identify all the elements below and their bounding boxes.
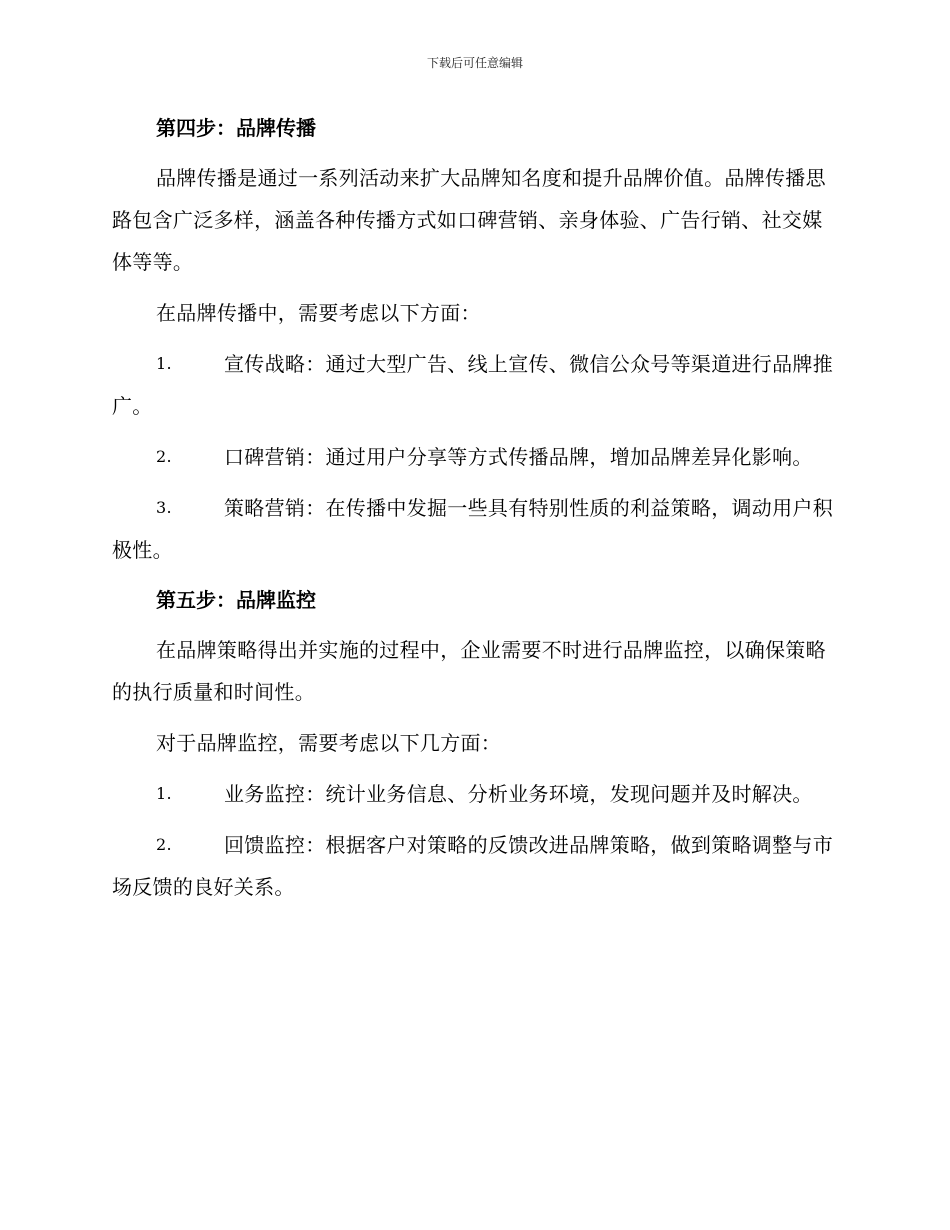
section-4-item-1 — [112, 343, 834, 427]
section-5-lead: 对于品牌监控，需要考虑以下几方面： — [156, 731, 502, 755]
section-5-intro: 在品牌策略得出并实施的过程中，企业需要不时进行品牌监控，以确保策略的执行质量和时间性。 — [112, 638, 826, 704]
item-number: 2. — [156, 447, 172, 466]
item-number: 2. — [156, 835, 172, 854]
section-5-item-2 — [112, 824, 834, 908]
item-text: 口碑营销：通过用户分享等方式传播品牌，增加品牌差异化影响。 — [224, 445, 813, 469]
section-4-intro: 品牌传播是通过一系列活动来扩大品牌知名度和提升品牌价值。品牌传播思路包含广泛多样，涵盖各种传播方式如口碑营销、亲身体验、广告行销、社交媒体等等。 — [112, 166, 826, 274]
section-4-heading: 第四步：品牌传播 — [156, 116, 316, 140]
section-5-heading: 第五步：品牌监控 — [156, 588, 316, 612]
item-number: 3. — [156, 498, 172, 517]
item-text: 业务监控：统计业务信息、分析业务环境，发现问题并及时解决。 — [224, 782, 813, 806]
section-4-item-2 — [112, 436, 834, 478]
item-text: 策略营销：在传播中发掘一些具有特别性质的利益策略，调动用户积极性。 — [112, 496, 833, 562]
section-4-lead: 在品牌传播中，需要考虑以下方面： — [156, 301, 481, 325]
header-note: 下载后可任意编辑 — [426, 56, 523, 70]
section-4-item-3 — [112, 487, 834, 571]
item-text: 回馈监控：根据客户对策略的反馈改进品牌策略，做到策略调整与市场反馈的良好关系。 — [112, 833, 833, 899]
item-number: 1. — [156, 784, 172, 803]
item-text: 宣传战略：通过大型广告、线上宣传、微信公众号等渠道进行品牌推广。 — [112, 352, 833, 418]
item-number: 1. — [156, 354, 172, 373]
section-5-item-1 — [112, 773, 834, 815]
document-body — [112, 108, 834, 917]
